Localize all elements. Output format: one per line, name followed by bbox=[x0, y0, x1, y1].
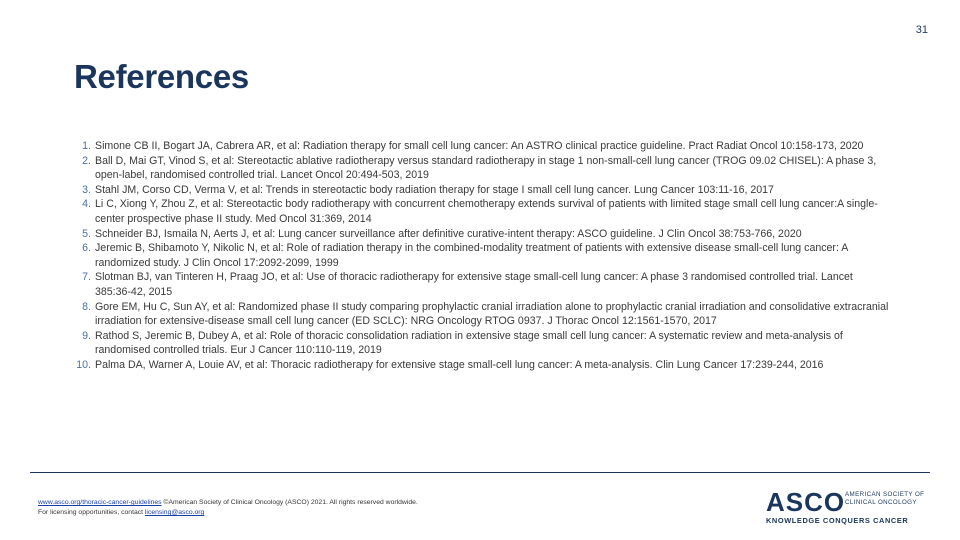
reference-number: 1. bbox=[82, 140, 91, 152]
logo-society-line-2: CLINICAL ONCOLOGY bbox=[845, 498, 917, 506]
reference-text: Schneider BJ, Ismaila N, Aerts J, et al: Lung cancer surveillance after definitive curative-intent therapy: ASCO guideline. J Clin Oncol 38:753-766, 2020 bbox=[95, 227, 802, 240]
reference-text: Palma DA, Warner A, Louie AV, et al: Thoracic radiotherapy for extensive stage small-cell lung cancer: A meta-analysis. Clin Lung Cancer 17:239-244, 2016 bbox=[95, 358, 824, 371]
reference-text: Li C, Xiong Y, Zhou Z, et al: Stereotactic body radiotherapy with concurrent chemotherapy extends survival of patients with limited stage small cell lung cancer:A single-center prospective phase II study. Med Oncol 31:369, 2014 bbox=[95, 198, 878, 225]
reference-number: 5. bbox=[82, 227, 91, 240]
reference-text: Simone CB II, Bogart JA, Cabrera AR, et al: Radiation therapy for small cell lung cancer: An ASTRO clinical practice guideline. Pract Radiat Oncol 10:158-173, 2020 bbox=[95, 140, 864, 152]
reference-item bbox=[74, 241, 889, 270]
footer-line-1 bbox=[38, 498, 418, 508]
footer-line-2 bbox=[38, 508, 418, 518]
reference-item bbox=[74, 270, 889, 299]
logo-society-name bbox=[845, 491, 924, 506]
footer-divider bbox=[30, 472, 930, 473]
reference-text: Gore EM, Hu C, Sun AY, et al: Randomized phase II study comparing prophylactic cranial irradiation alone to prophylactic cranial irradiation and consolidative extracranial irradiation for extensive-disease small cell lung cancer (ED SCLC): NRG Oncology RTOG 0937. J Thorac Oncol 12:1561-1570, 2017 bbox=[95, 300, 889, 328]
reference-text: Stahl JM, Corso CD, Verma V, et al: Trends in stereotactic body radiation therapy for stage I small cell lung cancer. Lung Cancer 103:11-16, 2017 bbox=[95, 183, 774, 196]
reference-number: 4. bbox=[82, 198, 91, 211]
reference-number: 8. bbox=[82, 300, 91, 313]
logo-wordmark: ASCO bbox=[766, 487, 846, 517]
logo-society-line-1: AMERICAN SOCIETY OF bbox=[845, 491, 925, 498]
guidelines-link[interactable]: www.asco.org/thoracic-cancer-guidelines bbox=[38, 499, 162, 506]
licensing-email-link[interactable]: licensing@asco.org bbox=[144, 509, 205, 516]
reference-item bbox=[74, 300, 889, 329]
reference-number: 7. bbox=[82, 271, 91, 284]
licensing-text: For licensing opportunities, contact bbox=[38, 509, 145, 516]
reference-item bbox=[74, 358, 889, 373]
reference-number: 9. bbox=[82, 329, 91, 342]
asco-logo bbox=[766, 489, 928, 525]
reference-item bbox=[74, 197, 889, 226]
reference-number: 3. bbox=[82, 183, 91, 196]
reference-text: Slotman BJ, van Tinteren H, Praag JO, et al: Use of thoracic radiotherapy for extensive stage small-cell lung cancer: A phase 3 randomised controlled trial. Lancet 385:36-42, 2015 bbox=[95, 271, 853, 298]
reference-item bbox=[74, 154, 889, 183]
page-number: 31 bbox=[915, 24, 928, 36]
references-list bbox=[74, 139, 889, 373]
page-title: References bbox=[74, 58, 249, 95]
reference-text: Rathod S, Jeremic B, Dubey A, et al: Role of thoracic consolidation radiation in extensive stage small cell lung cancer: A systematic review and meta-analysis of randomised controlled trials. Eur J Cancer 110:110-119, 2019 bbox=[95, 329, 843, 357]
reference-text: Jeremic B, Shibamoto Y, Nikolic N, et al: Role of radiation therapy in the combined-modality treatment of patients with extensive disease small-cell lung cancer: A randomized study. J Clin Oncol 17:2092-2099, 1999 bbox=[95, 242, 848, 269]
reference-number: 10. bbox=[76, 358, 91, 371]
copyright-text: ©American Society of Clinical Oncology (ASCO) 2021. All rights reserved worldwide. bbox=[161, 499, 418, 506]
logo-tagline: KNOWLEDGE CONQUERS CANCER bbox=[766, 516, 909, 525]
reference-item bbox=[74, 139, 889, 154]
reference-number: 2. bbox=[82, 154, 91, 167]
reference-item bbox=[74, 329, 889, 358]
reference-item bbox=[74, 227, 889, 242]
reference-item bbox=[74, 183, 889, 198]
reference-text: Ball D, Mai GT, Vinod S, et al: Stereotactic ablative radiotherapy versus standard radiotherapy in stage 1 non-small-cell lung cancer (TROG 09.02 CHISEL): A phase 3, open-label, randomised controlled trial. Lancet Oncol 20:494-503, 2019 bbox=[95, 154, 877, 182]
footer bbox=[38, 498, 418, 518]
reference-number: 6. bbox=[82, 242, 91, 255]
